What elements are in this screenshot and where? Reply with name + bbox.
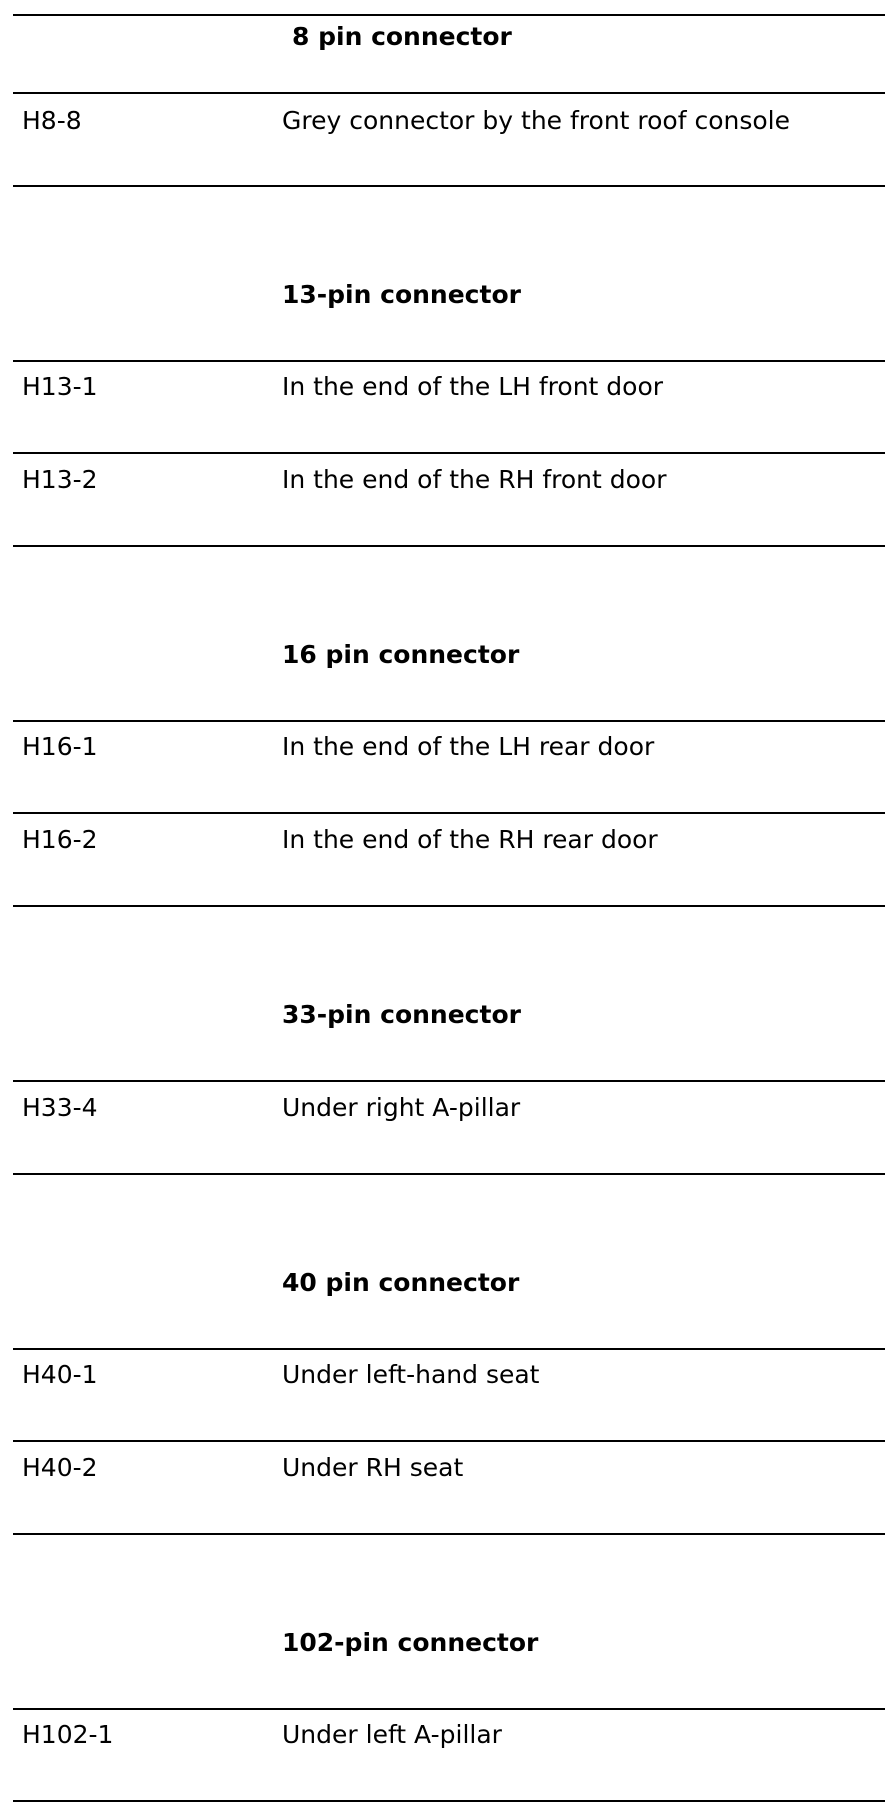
rule (13, 452, 885, 454)
connector-location: Under left A-pillar (282, 1720, 502, 1749)
connector-location: Under left-hand seat (282, 1360, 540, 1389)
connector-code: H102-1 (22, 1720, 114, 1749)
rule (13, 1533, 885, 1535)
rule (13, 905, 885, 907)
connector-code: H40-1 (22, 1360, 98, 1389)
rule (13, 812, 885, 814)
connector-code: H33-4 (22, 1093, 98, 1122)
connector-code: H8-8 (22, 106, 82, 135)
section-heading: 102-pin connector (282, 1628, 539, 1657)
connector-code: H13-2 (22, 465, 98, 494)
section-heading: 13-pin connector (282, 280, 521, 309)
rule (13, 1708, 885, 1710)
connector-location: In the end of the RH rear door (282, 825, 658, 854)
connector-location: Under RH seat (282, 1453, 464, 1482)
rule (13, 92, 885, 94)
rule (13, 1173, 885, 1175)
rule (13, 185, 885, 187)
rule (13, 545, 885, 547)
rule (13, 1440, 885, 1442)
connector-location: Under right A-pillar (282, 1093, 521, 1122)
rule (13, 720, 885, 722)
connector-location: In the end of the LH rear door (282, 732, 655, 761)
rule-bottom (13, 1800, 885, 1802)
connector-code: H40-2 (22, 1453, 98, 1482)
connector-code: H16-2 (22, 825, 98, 854)
connector-location: In the end of the RH front door (282, 465, 667, 494)
connector-code: H13-1 (22, 372, 98, 401)
section-heading: 8 pin connector (292, 22, 512, 51)
rule (13, 1080, 885, 1082)
rule-top (13, 14, 885, 16)
section-heading: 33-pin connector (282, 1000, 521, 1029)
section-heading: 40 pin connector (282, 1268, 520, 1297)
connector-code: H16-1 (22, 732, 98, 761)
rule (13, 1348, 885, 1350)
connector-location: Grey connector by the front roof console (282, 106, 791, 135)
connector-location: In the end of the LH front door (282, 372, 664, 401)
rule (13, 360, 885, 362)
section-heading: 16 pin connector (282, 640, 520, 669)
